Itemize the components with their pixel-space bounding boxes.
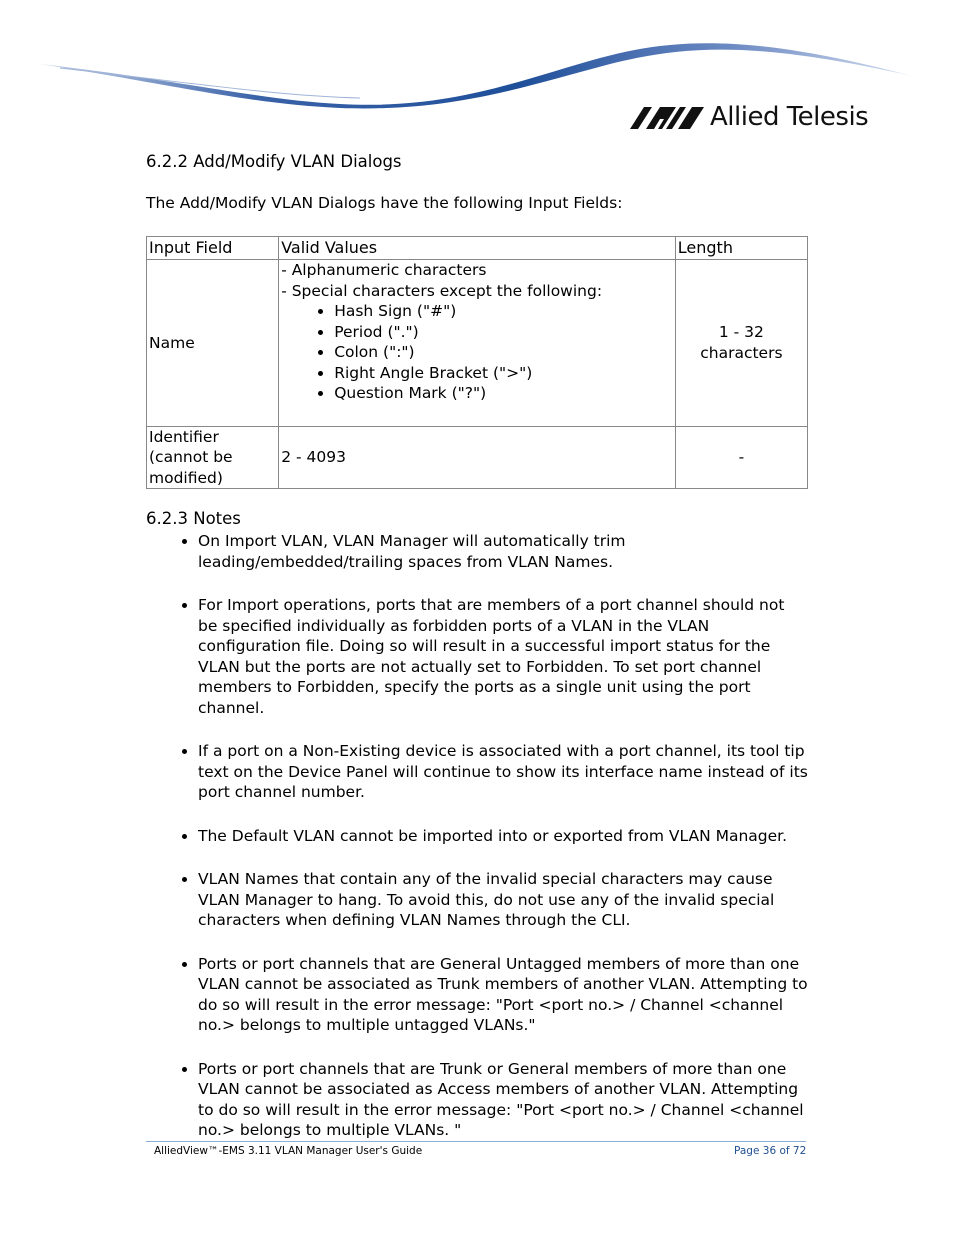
header-valid-values: Valid Values — [279, 237, 676, 260]
cell-name-length: 1 - 32 characters — [675, 260, 807, 427]
main-content — [146, 150, 808, 1164]
list-item: • Right Angle Bracket (">") — [334, 363, 673, 384]
cell-identifier-length: - — [675, 426, 807, 489]
list-item: • Ports or port channels that are General Untagged members of more than one VLAN cannot be associated as Trunk members of another VLAN. Attempting to do so will result in the error message: "Port <port no.> / Channel <channel no.> belongs to multiple untagged VLANs." — [198, 954, 808, 1036]
cell-name-field: Name — [147, 260, 279, 427]
logo-text: Allied Telesis — [710, 102, 869, 132]
footer-page-number: Page 36 of 72 — [734, 1145, 807, 1157]
section-heading-6-2-3: 6.2.3 Notes — [146, 509, 241, 528]
footer-document-title: AlliedView™-EMS 3.11 VLAN Manager User's Guide — [154, 1145, 423, 1157]
cell-identifier-field: Identifier (cannot be modified) — [147, 426, 279, 489]
section-intro: The Add/Modify VLAN Dialogs have the following Input Fields: — [146, 194, 623, 212]
list-item: • The Default VLAN cannot be imported into or exported from VLAN Manager. — [198, 826, 808, 847]
allied-telesis-logo — [630, 101, 868, 133]
header-length: Length — [675, 237, 807, 260]
list-item: • Period (".") — [334, 322, 673, 343]
header-input-field: Input Field — [147, 237, 279, 260]
cell-name-valid-values — [279, 260, 676, 427]
section-heading-6-2-2: 6.2.2 Add/Modify VLAN Dialogs — [146, 152, 402, 171]
list-item: • Colon (":") — [334, 342, 673, 363]
dash-item: - Special characters except the following: — [281, 281, 603, 300]
list-item: • Question Mark ("?") — [334, 383, 673, 404]
list-item: • On Import VLAN, VLAN Manager will automatically trim leading/embedded/trailing spaces from VLAN Names. — [198, 531, 808, 572]
table-row-name — [147, 260, 808, 427]
cell-identifier-values: 2 - 4093 — [279, 426, 676, 489]
list-item: • Ports or port channels that are Trunk or General members of more than one VLAN cannot be associated as Access members of another VLAN. Attempting to do so will result in the error message: "Port <port no.> / Channel <channel no.> belongs to multiple VLANs. " — [198, 1059, 808, 1141]
list-item: • For Import operations, ports that are members of a port channel should not be specified individually as forbidden ports of a VLAN in the VLAN configuration file. Doing so will result in a successful import status for the VLAN but the ports are not actually set to Forbidden. To set port channel members to Forbidden, specify the ports as a single unit using the port channel. — [198, 595, 808, 718]
list-item: • If a port on a Non-Existing device is associated with a port channel, its tool tip text on the Device Panel will continue to show its interface name instead of its port channel number. — [198, 741, 808, 803]
list-item: • Hash Sign ("#") — [334, 301, 673, 322]
dash-item: - Alphanumeric characters — [281, 261, 487, 279]
list-item: • VLAN Names that contain any of the invalid special characters may cause VLAN Manager to hang. To avoid this, do not use any of the invalid special characters when defining VLAN Names through the CLI. — [198, 869, 808, 931]
input-fields-table — [146, 236, 808, 489]
table-row-identifier — [147, 426, 808, 489]
table-header-row — [147, 237, 808, 260]
notes-list — [146, 531, 808, 1141]
excluded-characters-list — [281, 301, 673, 404]
footer-divider — [146, 1141, 806, 1142]
allied-telesis-logo-mark-icon — [630, 103, 704, 131]
